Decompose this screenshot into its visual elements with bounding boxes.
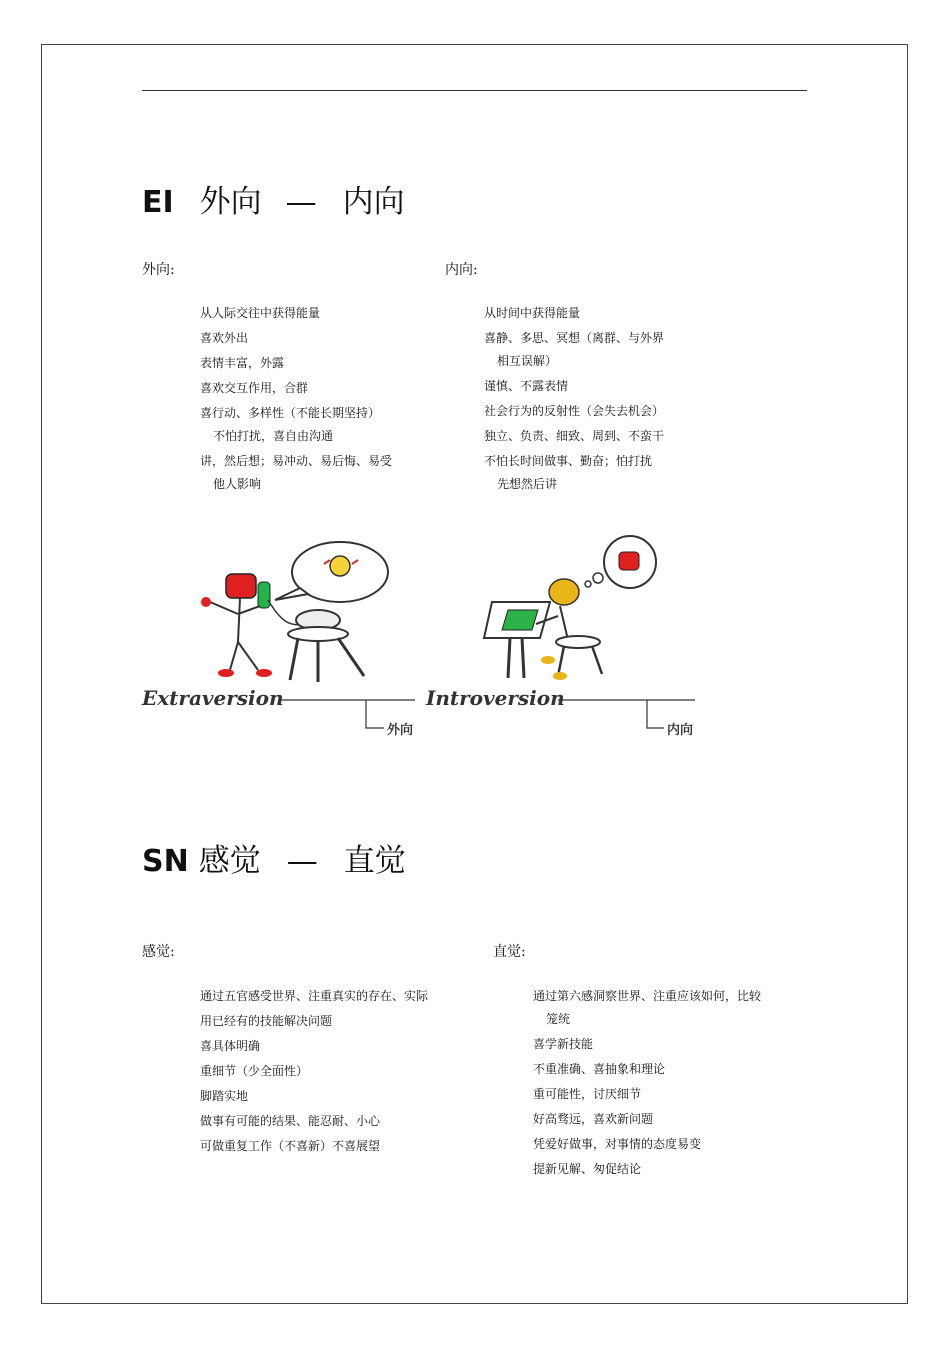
section-title-ei [142, 184, 405, 220]
list-item [484, 453, 664, 493]
title-right: 直觉 [343, 843, 406, 879]
list-item [484, 305, 664, 322]
list-item [533, 1136, 761, 1153]
trait-text: 表情丰富，外露 [200, 356, 285, 370]
extraversion-caption: Extraversion [142, 686, 284, 710]
list-item [200, 1013, 428, 1030]
list-item [533, 1111, 761, 1128]
extraversion-heading: 外向: [142, 262, 175, 278]
extraversion-label: 外向 [387, 723, 414, 738]
trait-text: 脚踏实地 [200, 1089, 249, 1103]
trait-text: 谨慎、不露表情 [484, 379, 569, 393]
title-left: 感觉 [198, 843, 261, 879]
title-code: EI [142, 185, 174, 220]
sensing-traits [200, 988, 428, 1163]
trait-text: 讲，然后想；易冲动、易后悔、易受 [200, 454, 393, 468]
title-dash: — [286, 843, 318, 879]
trait-text: 通过第六感洞察世界、注重应该如何，比较 [533, 989, 762, 1003]
list-item [200, 305, 392, 322]
list-item [533, 1161, 761, 1178]
title-dash: — [285, 184, 317, 220]
introversion-heading: 内向: [445, 262, 478, 278]
trait-text: 好高骛远，喜欢新问题 [533, 1112, 654, 1126]
trait-text: 做事有可能的结果、能忍耐、小心 [200, 1114, 381, 1128]
trait-text: 可做重复工作（不喜新）不喜展望 [200, 1139, 381, 1153]
section-title-sn [142, 843, 406, 879]
introversion-traits [484, 305, 664, 501]
introversion-caption: Introversion [426, 686, 565, 710]
title-left: 外向 [199, 184, 262, 220]
header-rule [142, 90, 807, 91]
list-item [484, 330, 664, 370]
trait-text: 通过五官感受世界、注重真实的存在、实际 [200, 989, 429, 1003]
intuition-heading: 直觉: [493, 944, 526, 960]
trait-text: 从人际交往中获得能量 [200, 306, 321, 320]
trait-text: 凭爱好做事，对事情的态度易变 [533, 1137, 702, 1151]
list-item [200, 330, 392, 347]
list-item [533, 988, 761, 1028]
list-item [533, 1036, 761, 1053]
list-item [200, 453, 392, 493]
list-item [200, 988, 428, 1005]
trait-text: 喜欢外出 [200, 331, 249, 345]
trait-text: 喜欢交互作用，合群 [200, 381, 309, 395]
trait-text: 不重准确、喜抽象和理论 [533, 1062, 666, 1076]
trait-text: 喜学新技能 [533, 1037, 594, 1051]
list-item [484, 428, 664, 445]
list-item [200, 1063, 428, 1080]
trait-continuation: 笼统 [546, 1012, 571, 1026]
trait-text: 用已经有的技能解决问题 [200, 1014, 333, 1028]
list-item [484, 403, 664, 420]
trait-text: 社会行为的反射性（会失去机会） [484, 404, 665, 418]
trait-text: 重可能性，讨厌细节 [533, 1087, 642, 1101]
list-item [200, 405, 392, 445]
list-item [533, 1086, 761, 1103]
trait-text: 重细节（少全面性） [200, 1064, 309, 1078]
extraversion-traits [200, 305, 392, 501]
list-item [200, 1138, 428, 1155]
list-item [200, 1088, 428, 1105]
intuition-traits [533, 988, 761, 1186]
list-item [200, 380, 392, 397]
trait-text: 喜具体明确 [200, 1039, 261, 1053]
trait-continuation: 不怕打扰，喜自由沟通 [213, 429, 334, 443]
sensing-heading: 感觉: [142, 944, 175, 960]
trait-text: 独立、负责、细致、周到、不蛮干 [484, 429, 665, 443]
trait-text: 提新见解、匆促结论 [533, 1162, 642, 1176]
title-code: SN [142, 844, 189, 879]
list-item [200, 1038, 428, 1055]
trait-continuation: 相互误解） [497, 354, 558, 368]
trait-text: 喜静、多思、冥想（离群、与外界 [484, 331, 665, 345]
list-item [484, 378, 664, 395]
list-item [200, 355, 392, 372]
list-item [533, 1061, 761, 1078]
extravert-figure [201, 542, 388, 682]
ei-illustration [140, 530, 700, 745]
trait-continuation: 先想然后讲 [497, 477, 558, 491]
trait-text: 不怕长时间做事、勤奋；怕打扰 [484, 454, 653, 468]
title-right: 内向 [342, 184, 405, 220]
trait-text: 从时间中获得能量 [484, 306, 581, 320]
list-item [200, 1113, 428, 1130]
trait-text: 喜行动、多样性（不能长期坚持） [200, 406, 381, 420]
introvert-figure [484, 536, 656, 680]
trait-continuation: 他人影响 [213, 477, 262, 491]
introversion-label: 内向 [667, 723, 694, 738]
